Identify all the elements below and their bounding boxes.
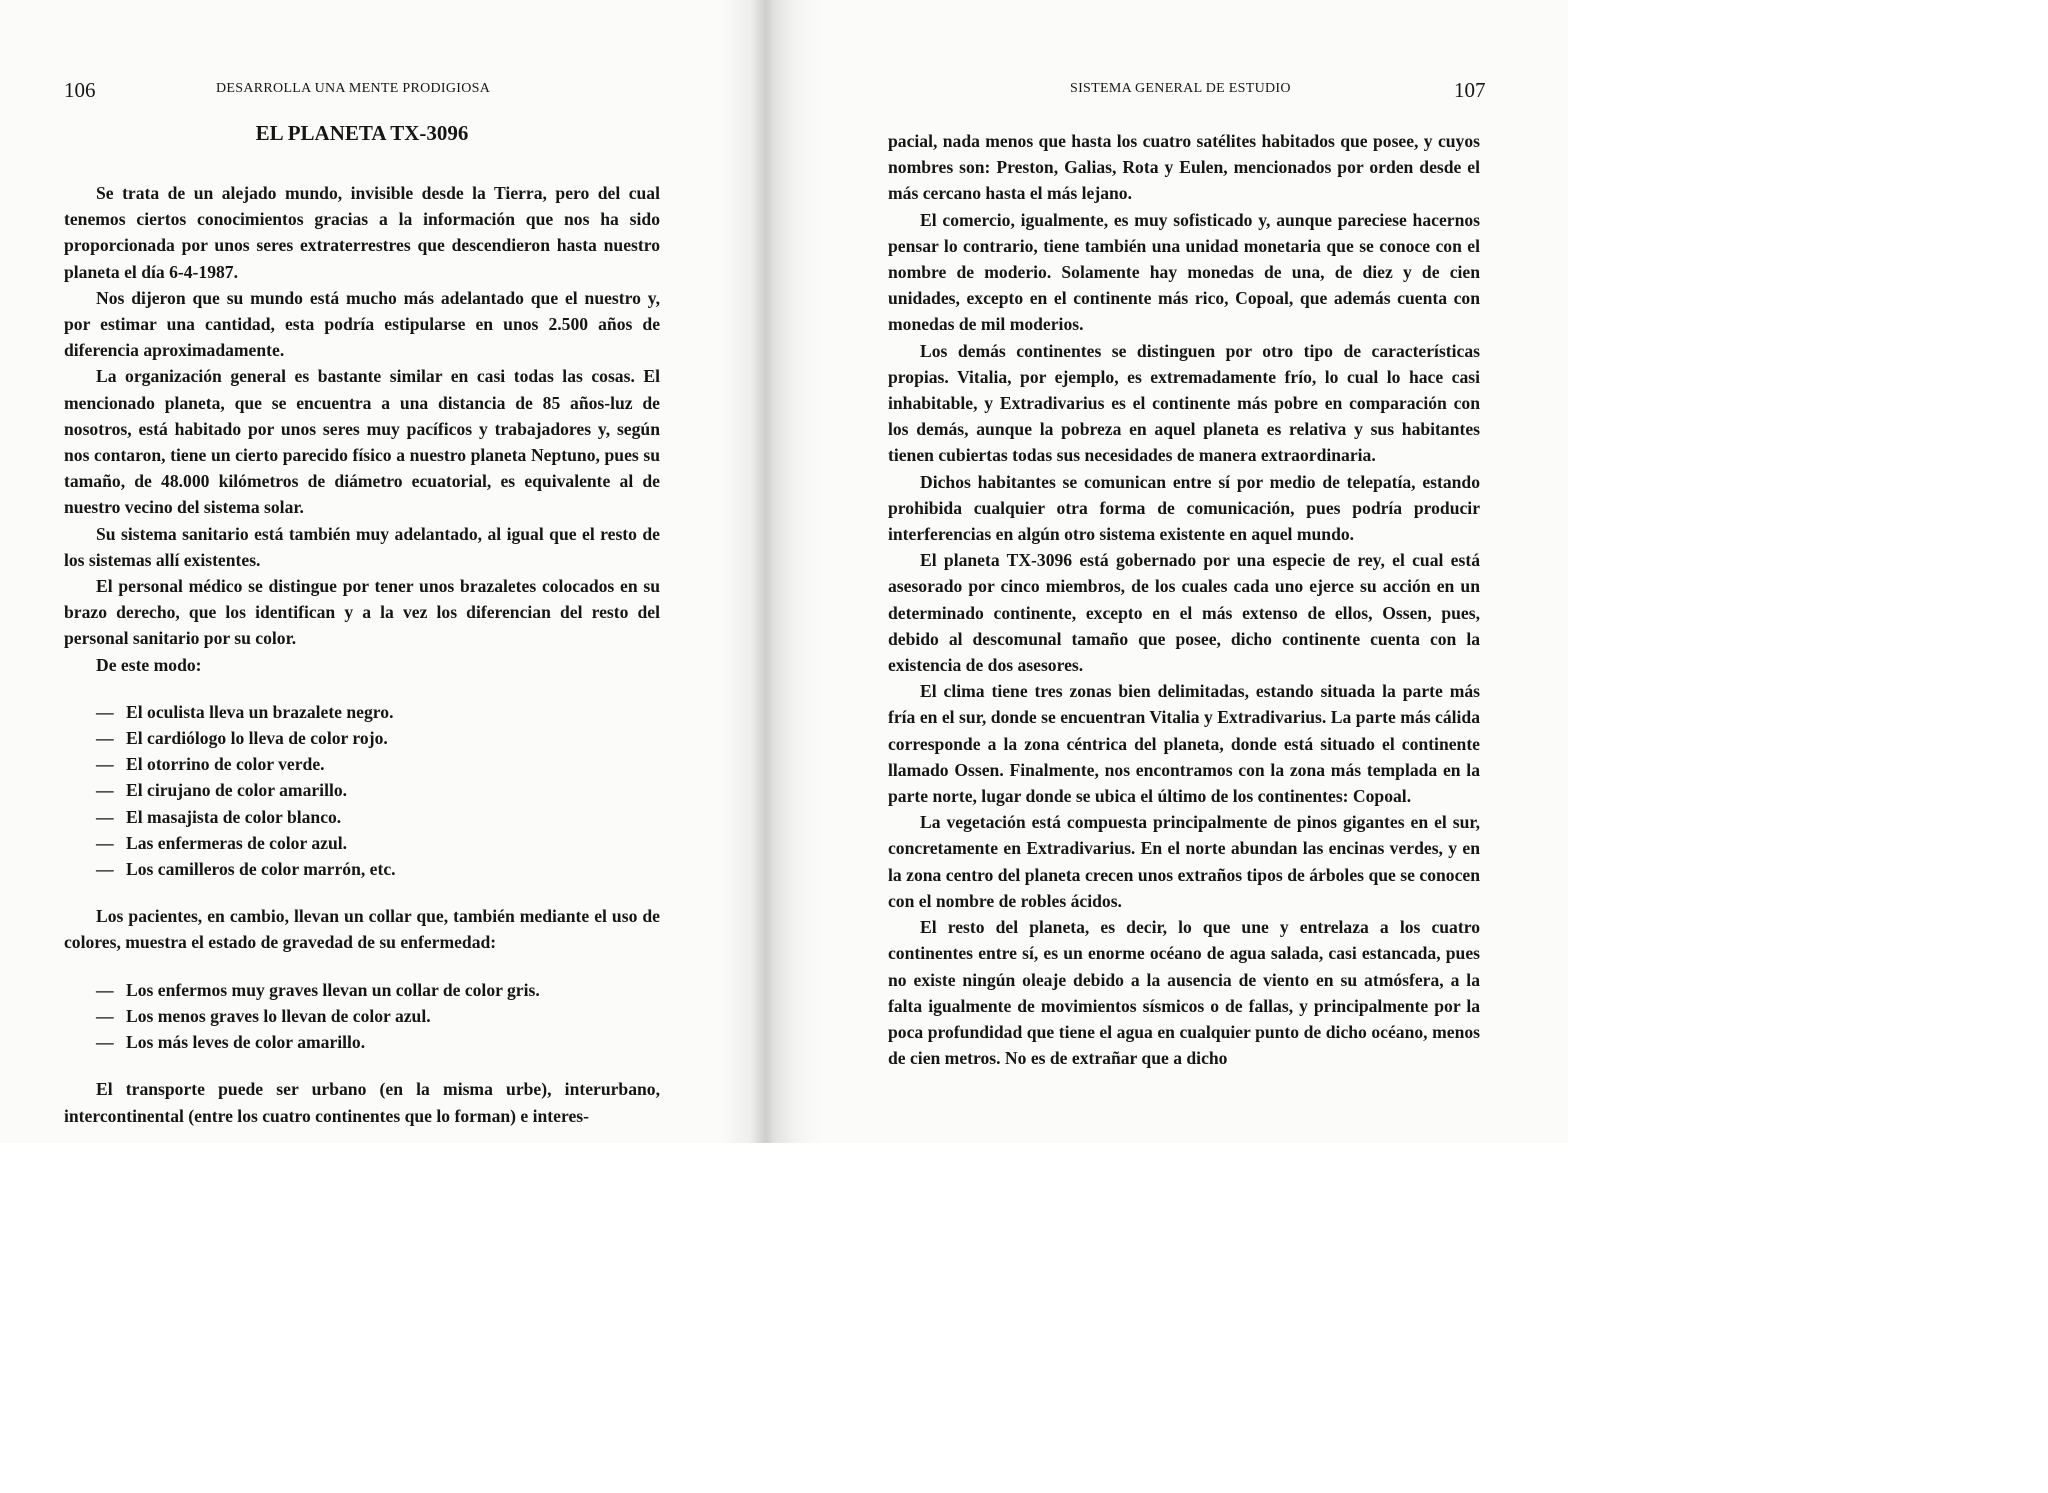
paragraph: El transporte puede ser urbano (en la misma urbe), interurbano, intercontinental (entre los cuatro continentes que lo forman) e interes- xyxy=(64,1079,660,1126)
paragraph: El resto del planeta, es decir, lo que une y entrelaza a los cuatro continentes entre sí, es un enorme océano de agua salada, casi estancada, pues no existe ningún oleaje debido a la ausencia de viento en su atmósfera, a la falta igualmente de movimientos sísmicos o de fallas, y principalmente por la poca profundidad que tiene el agua en cualquier punto de dicho océano, menos de cien metros. No es de extrañar que a dicho xyxy=(888,917,1480,1069)
dash-bullet: — xyxy=(96,1005,114,1026)
dash-bullet: — xyxy=(96,780,114,801)
chapter-title: EL PLANETA TX-3096 xyxy=(255,121,469,145)
paragraph: El comercio, igualmente, es muy sofisticado y, aunque pareciese hacernos pensar lo contrario, tiene también una unidad monetaria que se conoce con el nombre de moderio. Solamente hay monedas de una, de diez y de cien unidades, excepto en el continente más rico, Copoal, que además cuenta con monedas de mil moderios. xyxy=(888,209,1480,335)
dash-bullet: — xyxy=(96,979,114,1000)
list-item xyxy=(64,1003,660,1029)
list-item-text: El otorrino de color verde. xyxy=(126,754,325,775)
dash-bullet: — xyxy=(96,832,114,853)
dash-bullet: — xyxy=(96,859,114,880)
dash-bullet: — xyxy=(96,728,114,749)
list-item-text: Los más leves de color amarillo. xyxy=(126,1032,366,1053)
list-item-text: El cirujano de color amarillo. xyxy=(126,780,348,801)
paragraph: Los pacientes, en cambio, llevan un collar que, también mediante el uso de colores, muestra el estado de gravedad de su enfermedad: xyxy=(64,906,660,953)
list-item-text: Los menos graves lo llevan de color azul. xyxy=(126,1005,431,1026)
paragraph: Dichos habitantes se comunican entre sí por medio de telepatía, estando prohibida cualquier otra forma de comunicación, pues podría producir interferencias en algún otro sistema existente en aquel mundo. xyxy=(888,471,1480,545)
paragraph: El planeta TX-3096 está gobernado por una especie de rey, el cual está asesorado por cinco miembros, de los cuales cada uno ejerce su acción en un determinado continente, excepto en el más extenso de ellos, Ossen, pues, debido al descomunal tamaño que posee, dicho continente cuenta con la existencia de dos asesores. xyxy=(888,550,1480,676)
paragraph: El personal médico se distingue por tener unos brazaletes colocados en su brazo derecho, que los identifican y a la vez los diferencian del resto del personal sanitario por su color. xyxy=(64,576,660,649)
paragraph: Se trata de un alejado mundo, invisible desde la Tierra, pero del cual tenemos ciertos conocimientos gracias a la información que nos ha sido proporcionada por unos seres extraterrestres que descendieron hasta nuestro planeta el día 6-4-1987. xyxy=(64,183,660,282)
dash-bullet: — xyxy=(96,1032,114,1053)
page-number: 107 xyxy=(1454,78,1486,102)
list-item xyxy=(64,804,660,830)
right-page xyxy=(780,0,1568,1143)
list-item-text: El cardiólogo lo lleva de color rojo. xyxy=(126,728,388,749)
running-head: SISTEMA GENERAL DE ESTUDIO xyxy=(1070,81,1291,96)
list-item-text: El masajista de color blanco. xyxy=(126,806,342,827)
collar-color-list xyxy=(64,977,660,1056)
paragraph: Su sistema sanitario está también muy adelantado, al igual que el resto de los sistemas allí existentes. xyxy=(64,523,660,570)
paragraph: La vegetación está compuesta principalmente de pinos gigantes en el sur, concretamente en Extradivarius. En el norte abundan las encinas verdes, y en la zona centro del planeta crecen unos extraños tipos de árboles que se conocen con el nombre de robles ácidos. xyxy=(888,812,1480,911)
list-item xyxy=(64,725,660,751)
list-item xyxy=(64,751,660,777)
dash-bullet: — xyxy=(96,754,114,775)
list-item xyxy=(64,830,660,856)
paragraph: La organización general es bastante similar en casi todas las cosas. El mencionado planeta, que se encuentra a una distancia de 85 años-luz de nosotros, está habitado por unos seres muy pacíficos y trabajadores y, según nos contaron, tiene un cierto parecido físico a nuestro planeta Neptuno, pues su tamaño, de 48.000 kilómetros de diámetro ecuatorial, es equivalente al de nuestro vecino del sistema solar. xyxy=(64,366,660,518)
bracelet-color-list xyxy=(64,699,660,882)
list-item-text: Los enfermos muy graves llevan un collar de color gris. xyxy=(126,979,540,1000)
paragraph: El clima tiene tres zonas bien delimitadas, estando situada la parte más fría en el sur, donde se encuentran Vitalia y Extradivarius. La parte más cálida corresponde a la zona céntrica del planeta, donde está situado el continente llamado Ossen. Finalmente, nos encontramos con la zona más templada en la parte norte, lugar donde se ubica el último de los continentes: Copoal. xyxy=(888,681,1480,807)
list-item xyxy=(64,977,660,1003)
list-item xyxy=(64,777,660,803)
running-head: DESARROLLA UNA MENTE PRODIGIOSA xyxy=(216,81,491,96)
list-item-text: Las enfermeras de color azul. xyxy=(126,832,348,853)
list-item xyxy=(64,1029,660,1055)
dash-bullet: — xyxy=(96,806,114,827)
list-item xyxy=(64,856,660,882)
paragraph: Los demás continentes se distinguen por otro tipo de características propias. Vitalia, por ejemplo, es extremadamente frío, lo cual lo hace casi inhabitable, y Extradivarius es el continente más pobre en comparación con los demás, aunque la pobreza en aquel planeta es relativa y sus habitantes tienen cubiertas todas sus necesidades de manera extraordinaria. xyxy=(888,340,1480,466)
left-page xyxy=(0,0,760,1143)
list-intro: De este modo: xyxy=(96,654,202,675)
page-number: 106 xyxy=(64,78,96,102)
paragraph-continuation: pacial, nada menos que hasta los cuatro satélites habitados que posee, y cuyos nombres son: Preston, Galias, Rota y Eulen, mencionados por orden desde el más cercano hasta el más lejano. xyxy=(888,131,1480,204)
dash-bullet: — xyxy=(96,701,114,722)
list-item-text: Los camilleros de color marrón, etc. xyxy=(126,859,396,880)
paragraph: Nos dijeron que su mundo está mucho más adelantado que el nuestro y, por estimar una cantidad, esta podría estipularse en unos 2.500 años de diferencia aproximadamente. xyxy=(64,287,660,361)
list-item xyxy=(64,699,660,725)
right-text-block xyxy=(888,128,1480,1071)
list-item-text: El oculista lleva un brazalete negro. xyxy=(126,701,394,722)
left-text-block xyxy=(64,120,660,1129)
